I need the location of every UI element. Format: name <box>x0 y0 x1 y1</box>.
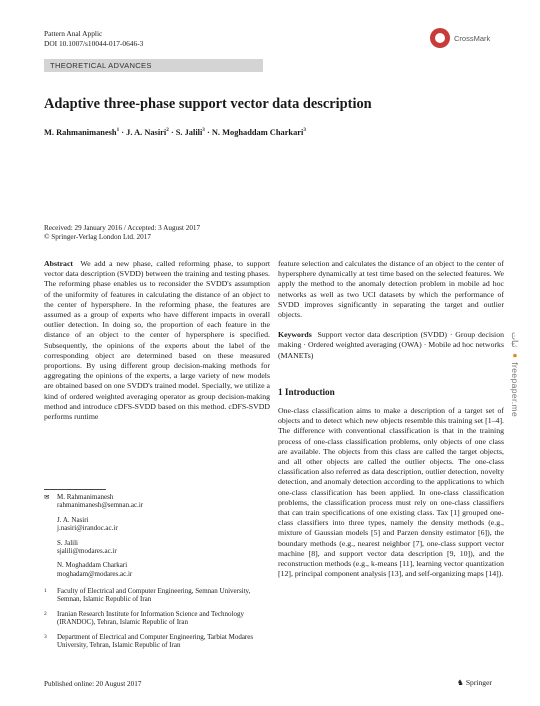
introduction-text: One-class classification aims to make a description of a target set of objects and to detect which new objects resemble this training set [1–4]. The difference with conventional classification is that in the training process of one-class classification problems, only objects of one class are available. The objects from this class are called the target objects, and all other objects are called the outlier objects. The one-class classification also referred as data description, outlier detection, novelty detection, and anomaly detection according to the applications to which one-class classification has been applied. In one-class classification problems, the classification process must rely on one-class classifiers that can train specifications of one existing class. Tax [1] grouped one-class classifiers into three types, namely the density methods (e.g., mixture of Gaussian models [5] and Parzen density estimator [6]), the boundary methods (e.g., nearest neighbor [7], one-class support vector machine [8], and support vector data description [9, 10]), and the reconstruction methods (e.g., k-means [11], learning vector quantization [12], principal component analysis [13], and self-organizing maps [14]). <box>278 406 504 579</box>
abstract-column <box>44 259 270 422</box>
affiliation-number: 3 <box>44 633 47 640</box>
author-sup: 1 <box>116 127 120 133</box>
watermark-brand[interactable]: freepaper.me <box>510 362 520 418</box>
contact-item <box>44 539 270 556</box>
contact-email[interactable]: sjalili@modares.ac.ir <box>57 547 117 556</box>
envelope-icon: ✉ <box>44 493 50 501</box>
contact-item <box>44 516 270 533</box>
contact-item <box>44 561 270 578</box>
affiliation-number: 2 <box>44 610 47 617</box>
doi[interactable]: DOI 10.1007/s10044-017-0646-3 <box>44 39 144 48</box>
footnote-divider <box>44 489 106 490</box>
abstract-text: We add a new phase, called reforming phase, to support vector data description (SVDD) between the training and testing phases. The reforming phase enables us to reconsider the SVDD's assumption of the uniformity of features in calculating the distance of an object to the center of hypersphere. In the reforming phase, the features are assumed as a group of experts who have different impacts in overall outlier detection. In doing so, the proportion of each feature in the distance of an object to the center of hypersphere is specified. Subsequently, the opinions of the experts about the label of the corresponding object are determined based on these measured proportions. By using different group decision-making methods for aggregating the opinions of the experts, a large variety of new models are obtained based on one SVDD's trained model. Specially, we utilize a kind of ordered weighted averaging operator as group decision-making method and introduce cDFS-SVDD based on this method. cDFS-SVDD performs runtime <box>44 259 271 422</box>
abstract-heading: Abstract <box>44 259 74 268</box>
affiliation-item <box>44 587 270 604</box>
contact-name: J. A. Nasiri <box>57 515 89 524</box>
side-watermark <box>510 332 520 417</box>
author-list: M. Rahmanimanesh$^1$ · J. A. Nasiri$^2$ · S. Jalili$^3$ · N. Moghaddam Charkari$^3$ <box>44 127 306 137</box>
author-name[interactable]: J. A. Nasiri <box>126 127 167 137</box>
abstract-continuation: feature selection and calculates the distance of an object to the center of hypersphere dynamically at test time based on the selected features. We apply the method to the anomaly detection problem in mobile ad hoc networks as well as two UCI datasets by which the performance of SVDD improves significantly in separating the target and outlier objects. <box>278 259 504 320</box>
contact-email[interactable]: j.nasiri@irandoc.ac.ir <box>57 524 118 533</box>
affiliation-item <box>44 610 270 627</box>
received-accepted: Received: 29 January 2016 / Accepted: 3 August 2017 <box>44 224 201 232</box>
keywords-text: Support vector data description (SVDD) · Group decision making · Ordered weighted averaging (OWA) · Mobile ad hoc networks (MANETs) <box>278 330 505 360</box>
author-sup: 2 <box>166 127 169 133</box>
author-name[interactable]: N. Moghaddam Charkari <box>211 127 304 137</box>
affiliation-number: 1 <box>44 588 47 594</box>
right-column <box>278 259 504 579</box>
author-sup: 3 <box>303 127 306 133</box>
affiliation-item <box>44 633 270 650</box>
contact-item <box>44 493 270 510</box>
author-sup: 3 <box>202 127 205 133</box>
abstract-paragraph <box>44 259 270 422</box>
publisher-logo <box>457 678 492 687</box>
contact-name: M. Rahmanimanesh <box>57 493 114 501</box>
journal-header <box>44 29 143 49</box>
affiliation-text: Department of Electrical and Computer Engineering, Tarbiat Modares University, Tehran, Islamic Republic of Iran <box>57 632 254 650</box>
affiliation-list <box>44 587 270 655</box>
affiliation-text: Iranian Research Institute for Information Science and Technology (IRANDOC), Tehran, Islamic Republic of Iran <box>57 609 244 627</box>
crossmark-label: CrossMark <box>454 33 491 43</box>
contact-name: S. Jalili <box>57 538 79 547</box>
watermark-prefix: ثبات <box>510 332 520 348</box>
publication-dates <box>44 224 200 241</box>
section-label: THEORETICAL ADVANCES <box>44 59 263 72</box>
author-name[interactable]: M. Rahmanimanesh <box>44 127 117 137</box>
watermark-dot-icon: ● <box>510 349 520 360</box>
crossmark-icon <box>430 28 450 48</box>
crossmark-badge[interactable] <box>430 26 510 50</box>
publisher-name: Springer <box>465 678 492 687</box>
contact-list <box>44 493 270 584</box>
article-title: Adaptive three-phase support vector data description <box>44 96 372 112</box>
springer-horse-icon: ♞ <box>457 678 464 687</box>
contact-email[interactable]: rahmanimanesh@semnan.ac.ir <box>57 501 144 510</box>
published-online: Published online: 20 August 2017 <box>44 680 142 688</box>
contact-name: N. Moghaddam Charkari <box>57 561 128 570</box>
keywords-heading: Keywords <box>278 330 312 340</box>
author-name[interactable]: S. Jalili <box>175 127 203 137</box>
contact-email[interactable]: moghadam@modares.ac.ir <box>57 569 133 578</box>
affiliation-text: Faculty of Electrical and Computer Engineering, Semnan University, Semnan, Islamic Republic of Iran <box>57 587 251 604</box>
copyright: © Springer-Verlag London Ltd. 2017 <box>44 232 151 241</box>
section-heading-introduction: 1 Introduction <box>278 386 335 397</box>
keywords <box>278 330 504 361</box>
journal-name: Pattern Anal Applic <box>44 29 103 38</box>
